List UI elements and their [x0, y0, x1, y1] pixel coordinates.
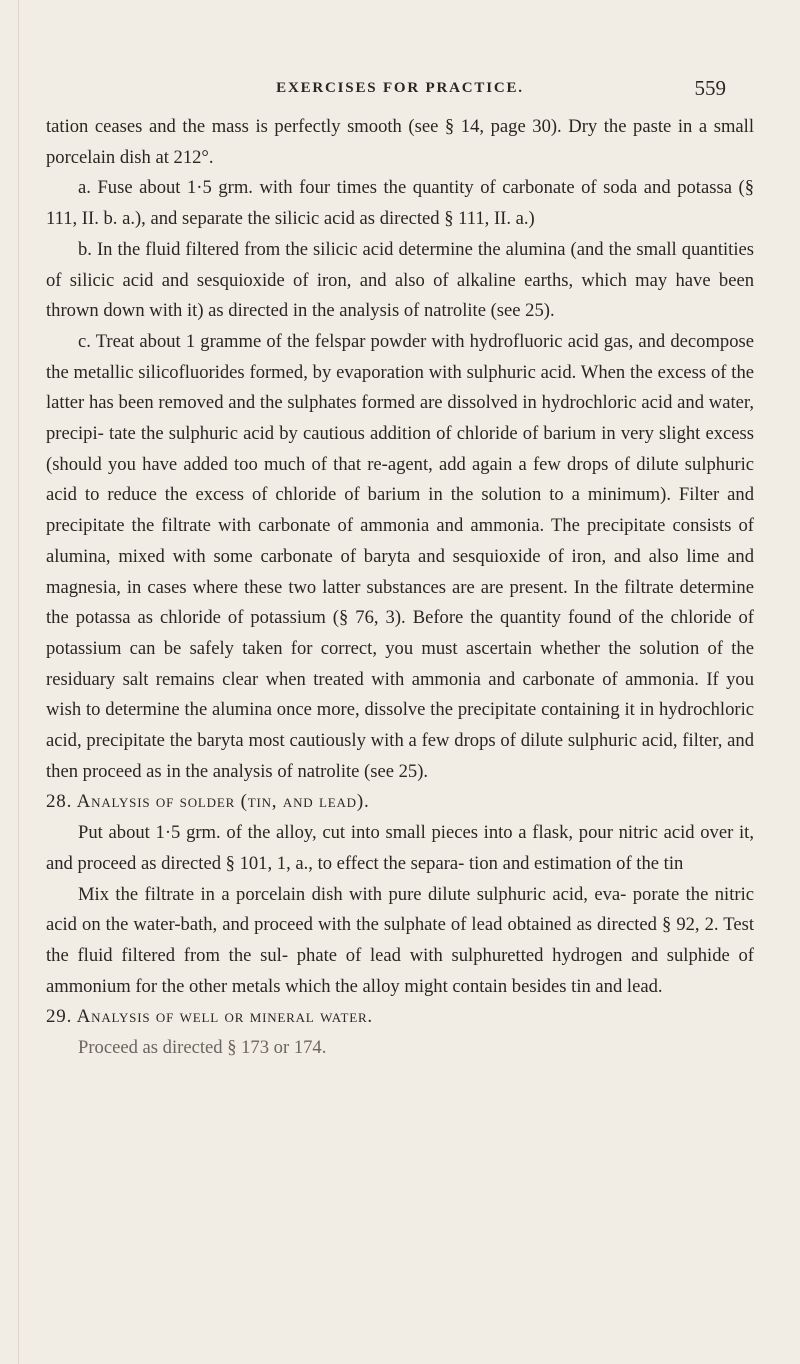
- body-text: [46, 112, 754, 1064]
- paragraph-continuation: tation ceases and the mass is perfectly smooth (see § 14, page 30). Dry the paste in a small porcelain dish at 212°.: [46, 116, 754, 168]
- paragraph-28-2: Mix the filtrate in a porcelain dish with pure dilute sulphuric acid, eva- porate the nitric acid on the water-bath, and proceed with the sulphate of lead obtained as directed § 92, 2. Test the fluid filtered from the sul- phate of lead with sulphuretted hydrogen and sulphide of ammonium for the other metals which the alloy might contain besides tin and lead.: [46, 883, 754, 997]
- page-header: [0, 76, 800, 106]
- section-heading-29: 29. Analysis of well or mineral water.: [46, 1006, 373, 1028]
- paragraph-28-1: Put about 1·5 grm. of the alloy, cut into small pieces into a flask, pour nitric acid over it, and proceed as directed § 101, 1, a., to effect the separa- tion and estimation of the tin: [46, 822, 754, 874]
- section-heading-28: 28. Analysis of solder (tin, and lead).: [46, 791, 370, 813]
- paragraph-b: b. In the fluid filtered from the silicic acid determine the alumina (and the small quantities of silicic acid and sesquioxide of iron, and also of alkaline earths, which may have been thrown down with it) as directed in the analysis of natrolite (see 25).: [46, 238, 754, 322]
- running-title: EXERCISES FOR PRACTICE.: [276, 80, 524, 96]
- paragraph-29: Proceed as directed § 173 or 174.: [78, 1037, 327, 1059]
- paragraph-c: c. Treat about 1 gramme of the felspar powder with hydrofluoric acid gas, and decompose the metallic silicofluorides formed, by evaporation with sulphuric acid. When the excess of the latter has been removed and the sulphates formed are dissolved in hydrochloric acid and water, precipi- tate the sulphuric acid by cautious addition of chloride of barium in very slight excess (should you have added too much of that re-agent, add again a few drops of dilute sulphuric acid to reduce the excess of chloride of barium in the solution to a minimum). Filter and precipitate the filtrate with carbonate of ammonia and ammonia. The precipitate consists of alumina, mixed with some carbonate of baryta and sesquioxide of iron, and also lime and magnesia, in cases where these two latter substances are are present. In the filtrate determine the potassa as chloride of potassium (§ 76, 3). Before the quantity found of the chloride of potassium can be safely taken for correct, you must ascertain whether the solution of the residuary salt remains clear when treated with ammonia and carbonate of ammonia. If you wish to determine the alumina once more, dissolve the precipitate containing it in hydrochloric acid, precipitate the baryta most cautiously with a few drops of dilute sulphuric acid, filter, and then proceed as in the analysis of natrolite (see 25).: [46, 330, 754, 782]
- page-edge-shadow: [18, 0, 19, 1364]
- page-number: 559: [694, 76, 726, 100]
- paragraph-a: a. Fuse about 1·5 grm. with four times the quantity of carbonate of soda and potassa (§ 111, II. b. a.), and separate the silicic acid as directed § 111, II. a.): [46, 177, 754, 230]
